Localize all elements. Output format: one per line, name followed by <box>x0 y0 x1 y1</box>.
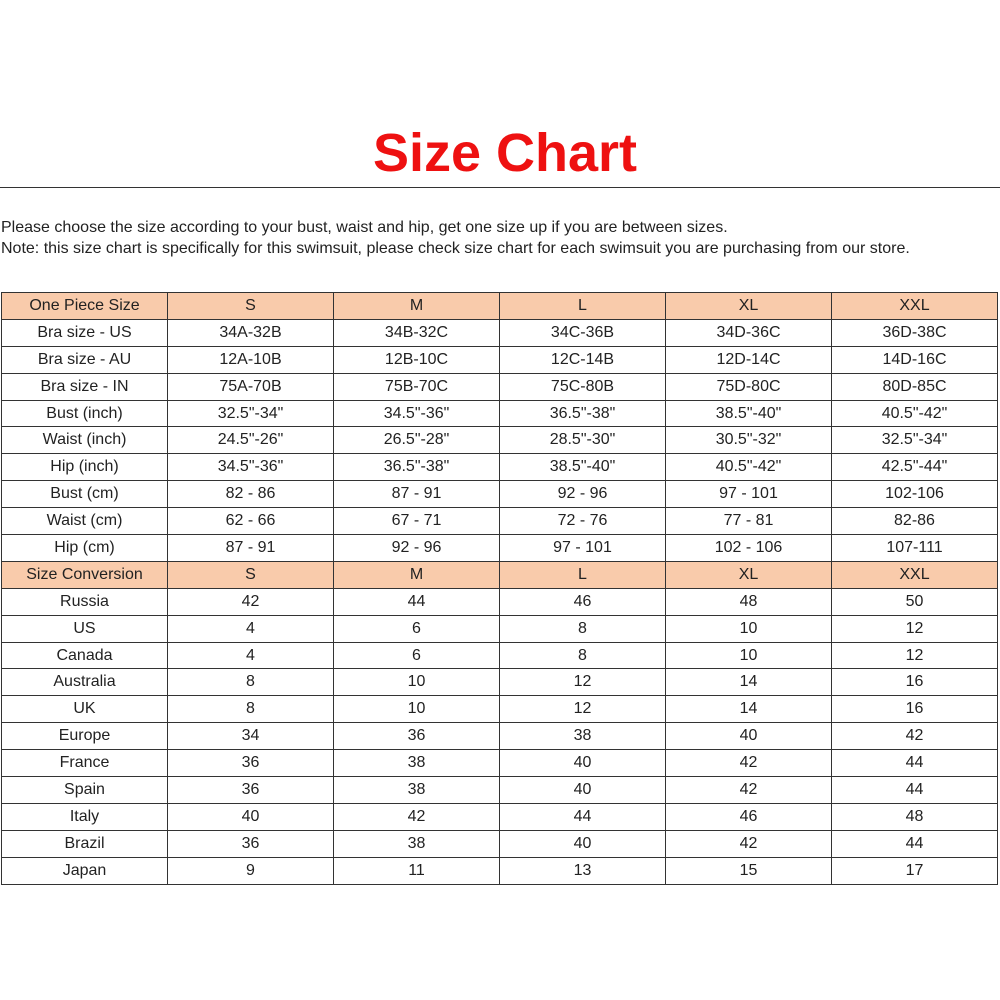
table-cell: 34 <box>168 723 334 750</box>
table-row <box>2 508 998 535</box>
table-cell: 82-86 <box>832 508 998 535</box>
table-row <box>2 777 998 804</box>
table-cell: 82 - 86 <box>168 481 334 508</box>
table-cell: 40 <box>500 777 666 804</box>
table-cell: L <box>500 561 666 588</box>
table-cell: 92 - 96 <box>334 535 500 562</box>
row-label-cell: Hip (cm) <box>2 535 168 562</box>
table-cell: 42 <box>666 830 832 857</box>
table-cell: 44 <box>500 803 666 830</box>
table-cell: 8 <box>500 615 666 642</box>
page-title: Size Chart <box>372 123 638 183</box>
table-cell: 40 <box>666 723 832 750</box>
table-cell: 8 <box>168 696 334 723</box>
table-cell: 36 <box>168 830 334 857</box>
table-cell: 34D-36C <box>666 319 832 346</box>
table-cell: 24.5"-26" <box>168 427 334 454</box>
table-cell: 12 <box>500 669 666 696</box>
table-cell: 8 <box>168 669 334 696</box>
table-cell: 14 <box>666 669 832 696</box>
table-row <box>2 346 998 373</box>
table-cell: 12D-14C <box>666 346 832 373</box>
table-row <box>2 481 998 508</box>
table-row <box>2 427 998 454</box>
table-cell: 40 <box>168 803 334 830</box>
table-cell: 26.5"-28" <box>334 427 500 454</box>
table-cell: 16 <box>832 669 998 696</box>
table-cell: 44 <box>334 588 500 615</box>
table-row <box>2 803 998 830</box>
table-row <box>2 400 998 427</box>
row-label-cell: Russia <box>2 588 168 615</box>
table-cell: 48 <box>666 588 832 615</box>
table-cell: 38.5"-40" <box>500 454 666 481</box>
table-cell: 48 <box>832 803 998 830</box>
table-cell: 38 <box>500 723 666 750</box>
table-cell: L <box>500 293 666 320</box>
table-cell: 34B-32C <box>334 319 500 346</box>
row-label-cell: Brazil <box>2 830 168 857</box>
table-cell: 102 - 106 <box>666 535 832 562</box>
table-cell: 42 <box>168 588 334 615</box>
table-row <box>2 723 998 750</box>
table-row <box>2 669 998 696</box>
table-row <box>2 319 998 346</box>
row-label-cell: One Piece Size <box>2 293 168 320</box>
table-cell: 12 <box>832 615 998 642</box>
row-label-cell: France <box>2 750 168 777</box>
intro-text <box>1 217 910 259</box>
table-cell: 42 <box>666 777 832 804</box>
table-cell: XL <box>666 293 832 320</box>
table-cell: 14 <box>666 696 832 723</box>
row-label-cell: Hip (inch) <box>2 454 168 481</box>
row-label-cell: US <box>2 615 168 642</box>
table-cell: 97 - 101 <box>666 481 832 508</box>
row-label-cell: Size Conversion <box>2 561 168 588</box>
table-cell: 12B-10C <box>334 346 500 373</box>
table-cell: 9 <box>168 857 334 884</box>
size-chart-table <box>1 292 998 885</box>
table-cell: 32.5"-34" <box>168 400 334 427</box>
intro-line-note: Note: this size chart is specifically for this swimsuit, please check size chart for each swimsuit you are purchasing from our store. <box>1 240 910 257</box>
row-label-cell: Waist (cm) <box>2 508 168 535</box>
divider <box>0 187 1000 188</box>
table-cell: 12C-14B <box>500 346 666 373</box>
table-cell: 38.5"-40" <box>666 400 832 427</box>
table-cell: 44 <box>832 777 998 804</box>
row-label-cell: Spain <box>2 777 168 804</box>
table-cell: 44 <box>832 750 998 777</box>
table-cell: 13 <box>500 857 666 884</box>
table-cell: 75D-80C <box>666 373 832 400</box>
table-cell: 92 - 96 <box>500 481 666 508</box>
table-cell: 10 <box>334 669 500 696</box>
table-cell: 62 - 66 <box>168 508 334 535</box>
table-cell: 75A-70B <box>168 373 334 400</box>
table-cell: 34.5"-36" <box>334 400 500 427</box>
table-cell: 67 - 71 <box>334 508 500 535</box>
table-row <box>2 857 998 884</box>
table-row <box>2 830 998 857</box>
table-cell: 46 <box>666 803 832 830</box>
table-cell: XL <box>666 561 832 588</box>
table-header-row <box>2 561 998 588</box>
table-cell: 10 <box>666 615 832 642</box>
intro-line-instructions: Please choose the size according to your bust, waist and hip, get one size up if you are between sizes. <box>1 219 728 236</box>
table-cell: 15 <box>666 857 832 884</box>
table-cell: 32.5"-34" <box>832 427 998 454</box>
table-cell: XXL <box>832 293 998 320</box>
row-label-cell: Bust (cm) <box>2 481 168 508</box>
table-cell: 38 <box>334 830 500 857</box>
table-cell: 16 <box>832 696 998 723</box>
row-label-cell: Australia <box>2 669 168 696</box>
table-cell: 44 <box>832 830 998 857</box>
table-cell: 87 - 91 <box>334 481 500 508</box>
table-cell: 75C-80B <box>500 373 666 400</box>
row-label-cell: Europe <box>2 723 168 750</box>
table-cell: 102-106 <box>832 481 998 508</box>
table-cell: 36.5"-38" <box>334 454 500 481</box>
table-cell: 28.5"-30" <box>500 427 666 454</box>
table-cell: 75B-70C <box>334 373 500 400</box>
table-cell: 97 - 101 <box>500 535 666 562</box>
table-cell: 80D-85C <box>832 373 998 400</box>
table-cell: 50 <box>832 588 998 615</box>
table-cell: 46 <box>500 588 666 615</box>
row-label-cell: Japan <box>2 857 168 884</box>
table-cell: 34A-32B <box>168 319 334 346</box>
table-cell: 11 <box>334 857 500 884</box>
table-cell: 40.5"-42" <box>666 454 832 481</box>
table-row <box>2 588 998 615</box>
table-cell: 42 <box>832 723 998 750</box>
table-cell: 77 - 81 <box>666 508 832 535</box>
table-cell: 107-111 <box>832 535 998 562</box>
table-cell: S <box>168 293 334 320</box>
table-cell: M <box>334 293 500 320</box>
table-row <box>2 615 998 642</box>
table-cell: 38 <box>334 750 500 777</box>
table-cell: 40 <box>500 830 666 857</box>
table-cell: 36 <box>168 777 334 804</box>
table-cell: 14D-16C <box>832 346 998 373</box>
table-cell: 34.5"-36" <box>168 454 334 481</box>
table-row <box>2 373 998 400</box>
table-cell: 40 <box>500 750 666 777</box>
table-cell: 40.5"-42" <box>832 400 998 427</box>
table-cell: 4 <box>168 615 334 642</box>
table-cell: XXL <box>832 561 998 588</box>
table-row <box>2 750 998 777</box>
table-cell: 36 <box>168 750 334 777</box>
table-header-row <box>2 293 998 320</box>
row-label-cell: UK <box>2 696 168 723</box>
table-cell: 10 <box>334 696 500 723</box>
row-label-cell: Bust (inch) <box>2 400 168 427</box>
table-cell: M <box>334 561 500 588</box>
table-cell: 12 <box>832 642 998 669</box>
table-cell: 36D-38C <box>832 319 998 346</box>
table-cell: 38 <box>334 777 500 804</box>
table-cell: 42 <box>666 750 832 777</box>
table-cell: 8 <box>500 642 666 669</box>
table-cell: S <box>168 561 334 588</box>
table-cell: 6 <box>334 615 500 642</box>
table-row <box>2 454 998 481</box>
table-cell: 42.5"-44" <box>832 454 998 481</box>
row-label-cell: Bra size - AU <box>2 346 168 373</box>
row-label-cell: Waist (inch) <box>2 427 168 454</box>
table-cell: 30.5"-32" <box>666 427 832 454</box>
table-cell: 72 - 76 <box>500 508 666 535</box>
table-cell: 87 - 91 <box>168 535 334 562</box>
table-cell: 4 <box>168 642 334 669</box>
table-cell: 17 <box>832 857 998 884</box>
row-label-cell: Bra size - IN <box>2 373 168 400</box>
table-row <box>2 535 998 562</box>
table-cell: 36 <box>334 723 500 750</box>
table-cell: 12 <box>500 696 666 723</box>
table-cell: 12A-10B <box>168 346 334 373</box>
table-cell: 36.5"-38" <box>500 400 666 427</box>
table-cell: 34C-36B <box>500 319 666 346</box>
table-row <box>2 642 998 669</box>
row-label-cell: Canada <box>2 642 168 669</box>
row-label-cell: Italy <box>2 803 168 830</box>
row-label-cell: Bra size - US <box>2 319 168 346</box>
table-cell: 6 <box>334 642 500 669</box>
table-cell: 10 <box>666 642 832 669</box>
table-cell: 42 <box>334 803 500 830</box>
table-row <box>2 696 998 723</box>
